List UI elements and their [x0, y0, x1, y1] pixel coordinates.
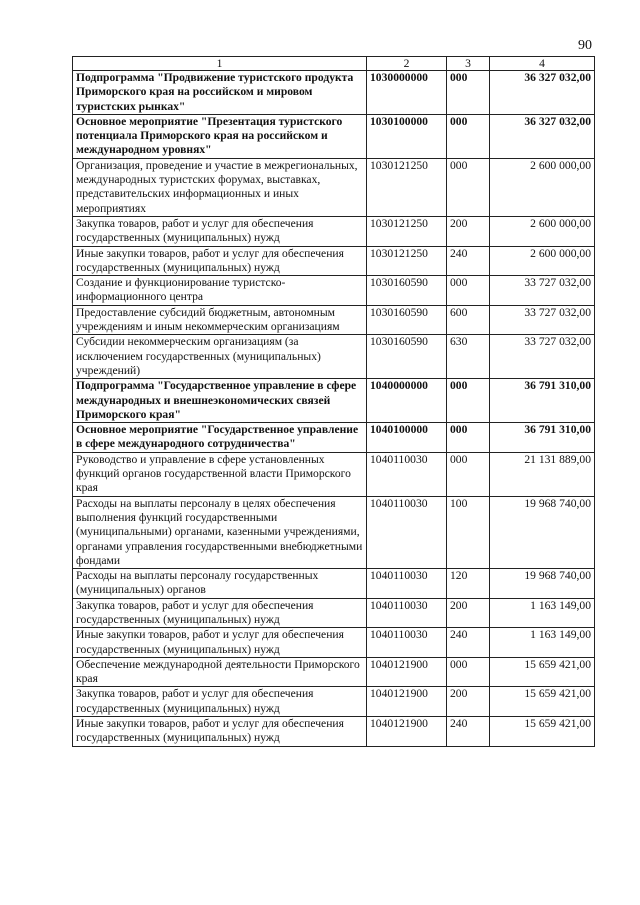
- row-amount: 15 659 421,00: [490, 687, 595, 717]
- row-amount: 36 327 032,00: [490, 71, 595, 115]
- row-amount: 2 600 000,00: [490, 246, 595, 276]
- row-code: 1040110030: [367, 569, 447, 599]
- row-type: 240: [447, 717, 490, 747]
- row-type: 200: [447, 598, 490, 628]
- row-code: 1040121900: [367, 687, 447, 717]
- table-row: [73, 598, 595, 628]
- row-type: 000: [447, 276, 490, 306]
- row-name: Основное мероприятие "Презентация туристского потенциала Приморского края на российском и международном уровнях": [73, 114, 367, 158]
- row-amount: 33 727 032,00: [490, 305, 595, 335]
- table-row: [73, 628, 595, 658]
- row-amount: 19 968 740,00: [490, 569, 595, 599]
- row-code: 1040121900: [367, 657, 447, 687]
- row-code: 1040121900: [367, 717, 447, 747]
- row-type: 630: [447, 335, 490, 379]
- row-type: 600: [447, 305, 490, 335]
- row-amount: 36 791 310,00: [490, 379, 595, 423]
- row-name: Подпрограмма "Продвижение туристского продукта Приморского края на российском и мировом туристских рынках": [73, 71, 367, 115]
- row-amount: 2 600 000,00: [490, 158, 595, 216]
- row-type: 000: [447, 114, 490, 158]
- row-amount: 2 600 000,00: [490, 216, 595, 246]
- row-code: 1030000000: [367, 71, 447, 115]
- row-type: 000: [447, 657, 490, 687]
- row-type: 200: [447, 687, 490, 717]
- row-name: Субсидии некоммерческим организациям (за исключением государственных (муниципальных) учреждений): [73, 335, 367, 379]
- row-name: Иные закупки товаров, работ и услуг для обеспечения государственных (муниципальных) нужд: [73, 628, 367, 658]
- row-name: Основное мероприятие "Государственное управление в сфере международного сотрудничества": [73, 423, 367, 453]
- row-type: 000: [447, 423, 490, 453]
- row-code: 1030121250: [367, 246, 447, 276]
- table-row: [73, 717, 595, 747]
- row-amount: 36 327 032,00: [490, 114, 595, 158]
- row-amount: 36 791 310,00: [490, 423, 595, 453]
- row-code: 1040110030: [367, 598, 447, 628]
- table-row: [73, 496, 595, 568]
- row-code: 1030121250: [367, 158, 447, 216]
- row-name: Расходы на выплаты персоналу государственных (муниципальных) органов: [73, 569, 367, 599]
- row-type: 000: [447, 452, 490, 496]
- row-name: Закупка товаров, работ и услуг для обеспечения государственных (муниципальных) нужд: [73, 598, 367, 628]
- row-amount: 1 163 149,00: [490, 598, 595, 628]
- table-row: [73, 569, 595, 599]
- row-code: 1030121250: [367, 216, 447, 246]
- row-amount: 1 163 149,00: [490, 628, 595, 658]
- row-code: 1030160590: [367, 305, 447, 335]
- header-name-column: 1: [73, 57, 367, 71]
- table-row: [73, 657, 595, 687]
- row-code: 1040110030: [367, 628, 447, 658]
- table-row: [73, 216, 595, 246]
- table-row: [73, 305, 595, 335]
- table-row: [73, 452, 595, 496]
- table-row: [73, 687, 595, 717]
- row-name: Подпрограмма "Государственное управление в сфере международных и внешнеэкономических связей Приморского края": [73, 379, 367, 423]
- table-row: [73, 71, 595, 115]
- table-row: [73, 423, 595, 453]
- row-code: 1040110030: [367, 452, 447, 496]
- row-name: Создание и функционирование туристско-информационного центра: [73, 276, 367, 306]
- row-type: 120: [447, 569, 490, 599]
- header-type-column: 3: [447, 57, 490, 71]
- row-amount: 15 659 421,00: [490, 717, 595, 747]
- header-code-column: 2: [367, 57, 447, 71]
- row-name: Закупка товаров, работ и услуг для обеспечения государственных (муниципальных) нужд: [73, 687, 367, 717]
- table-body: [73, 71, 595, 747]
- header-amount-column: 4: [490, 57, 595, 71]
- row-code: 1030100000: [367, 114, 447, 158]
- row-code: 1030160590: [367, 335, 447, 379]
- row-amount: 33 727 032,00: [490, 335, 595, 379]
- row-name: Закупка товаров, работ и услуг для обеспечения государственных (муниципальных) нужд: [73, 216, 367, 246]
- row-name: Предоставление субсидий бюджетным, автономным учреждениям и иным некоммерческим организациям: [73, 305, 367, 335]
- row-type: 200: [447, 216, 490, 246]
- row-type: 000: [447, 379, 490, 423]
- row-type: 100: [447, 496, 490, 568]
- table-row: [73, 276, 595, 306]
- row-type: 240: [447, 628, 490, 658]
- row-name: Расходы на выплаты персоналу в целях обеспечения выполнения функций государственными (муниципальными) органами, казенными учреждениями, органами управления государственными внебюджетными фондами: [73, 496, 367, 568]
- row-name: Обеспечение международной деятельности Приморского края: [73, 657, 367, 687]
- table-row: [73, 379, 595, 423]
- row-type: 000: [447, 71, 490, 115]
- row-amount: 15 659 421,00: [490, 657, 595, 687]
- row-amount: 33 727 032,00: [490, 276, 595, 306]
- row-code: 1040000000: [367, 379, 447, 423]
- table-row: [73, 114, 595, 158]
- budget-table: [72, 56, 595, 747]
- row-amount: 21 131 889,00: [490, 452, 595, 496]
- row-name: Руководство и управление в сфере установленных функций органов государственной власти Приморского края: [73, 452, 367, 496]
- table-row: [73, 335, 595, 379]
- row-name: Иные закупки товаров, работ и услуг для обеспечения государственных (муниципальных) нужд: [73, 246, 367, 276]
- row-amount: 19 968 740,00: [490, 496, 595, 568]
- table-header-row: [73, 57, 595, 71]
- table-row: [73, 246, 595, 276]
- row-type: 240: [447, 246, 490, 276]
- row-type: 000: [447, 158, 490, 216]
- row-name: Организация, проведение и участие в межрегиональных, международных туристских форумах, выставках, представительских информационных и иных мероприятиях: [73, 158, 367, 216]
- page-number: 90: [578, 38, 592, 53]
- table-row: [73, 158, 595, 216]
- row-name: Иные закупки товаров, работ и услуг для обеспечения государственных (муниципальных) нужд: [73, 717, 367, 747]
- row-code: 1040110030: [367, 496, 447, 568]
- row-code: 1040100000: [367, 423, 447, 453]
- row-code: 1030160590: [367, 276, 447, 306]
